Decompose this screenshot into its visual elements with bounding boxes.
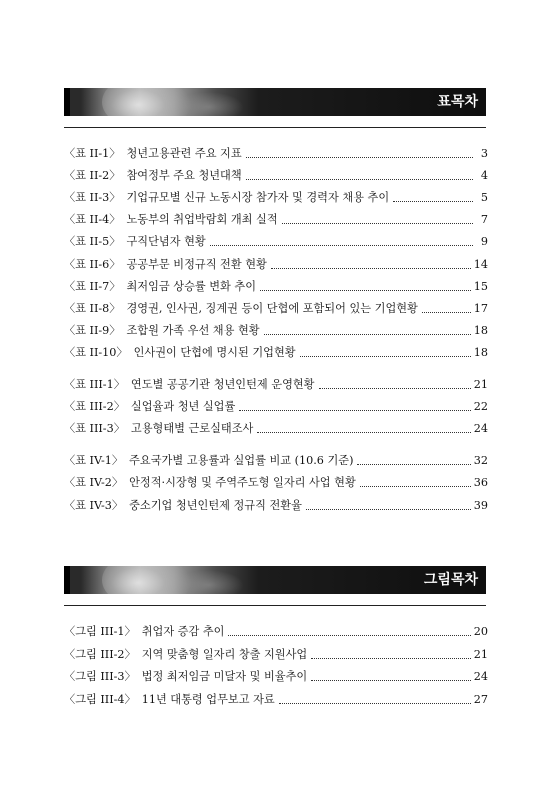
entry-title: 참여정부 주요 청년대책 xyxy=(126,169,242,183)
entry-title: 조합원 가족 우선 채용 현황 xyxy=(126,323,260,337)
entry-page-number: 3 xyxy=(480,147,488,160)
entry-label: 〈표 IV-1〉 xyxy=(64,454,124,468)
entry-label: 〈표 II-7〉 xyxy=(64,279,121,293)
entry-title: 고용형태별 근로실태조사 xyxy=(130,422,254,436)
dot-leader xyxy=(257,432,470,433)
dot-leader xyxy=(319,388,471,389)
entry-label: 〈표 II-5〉 xyxy=(64,235,121,249)
entry-title: 중소기업 청년인턴제 정규직 전환율 xyxy=(129,498,302,512)
toc-entry[interactable] xyxy=(64,419,488,437)
dot-leader xyxy=(311,658,471,659)
tables-heading: 표목차 xyxy=(437,94,478,110)
entry-page-number: 17 xyxy=(473,301,488,315)
entry-page-number: 27 xyxy=(473,692,488,706)
entry-title: 최저임금 상승률 변화 추이 xyxy=(126,279,257,293)
banner-notch xyxy=(64,88,70,116)
entry-title: 지역 맞춤형 일자리 창출 지원사업 xyxy=(141,647,308,661)
dot-leader xyxy=(282,223,473,224)
entry-page-number: 32 xyxy=(473,454,488,468)
entry-label: 〈표 II-2〉 xyxy=(64,169,121,183)
toc-entry[interactable] xyxy=(64,343,488,361)
entry-label: 〈그림 III-1〉 xyxy=(64,625,136,638)
entry-title: 공공부문 비정규직 전환 현황 xyxy=(126,257,267,271)
dot-leader xyxy=(239,410,470,411)
toc-entry[interactable] xyxy=(64,667,488,685)
dot-leader xyxy=(228,635,470,636)
entry-title: 주요국가별 고용률과 실업률 비교 (10.6 기준) xyxy=(129,454,354,468)
entry-page-number: 18 xyxy=(473,345,488,359)
entry-label: 〈표 III-1〉 xyxy=(64,378,125,391)
dot-leader xyxy=(260,290,471,291)
toc-entry[interactable] xyxy=(64,277,488,295)
entry-label: 〈표 II-8〉 xyxy=(64,301,121,315)
dot-leader xyxy=(306,509,471,510)
entry-title: 경영권, 인사권, 징계권 등이 단협에 포함되어 있는 기업현황 xyxy=(126,301,418,315)
dot-leader xyxy=(360,486,471,487)
toc-entry[interactable] xyxy=(64,321,488,339)
toc-entry[interactable] xyxy=(64,451,488,469)
toc-entry[interactable] xyxy=(64,473,488,491)
entry-title: 노동부의 취업박람회 개최 실적 xyxy=(126,213,278,227)
entry-title: 연도별 공공기관 청년인턴제 운영현황 xyxy=(130,378,315,391)
entry-page-number: 15 xyxy=(473,279,488,293)
toc-entry[interactable] xyxy=(64,255,488,273)
tables-rule xyxy=(64,127,486,128)
entry-title: 법정 최저임금 미달자 및 비율추이 xyxy=(141,670,308,683)
entry-page-number: 14 xyxy=(473,257,488,271)
figures-banner xyxy=(64,566,486,594)
dot-leader xyxy=(210,245,473,246)
entry-page-number: 24 xyxy=(473,422,488,436)
toc-entry[interactable] xyxy=(64,622,488,640)
entry-label: 〈표 II-9〉 xyxy=(64,323,121,337)
entry-label: 〈표 II-4〉 xyxy=(64,213,121,227)
entry-title: 구직단념자 현황 xyxy=(126,235,206,249)
entry-label: 〈그림 III-2〉 xyxy=(64,647,136,661)
banner-decoration xyxy=(174,570,244,594)
entry-label: 〈표 IV-2〉 xyxy=(64,476,124,490)
dot-leader xyxy=(271,268,471,269)
entry-label: 〈표 III-2〉 xyxy=(64,400,125,414)
entry-page-number: 4 xyxy=(480,169,488,183)
entry-label: 〈표 II-10〉 xyxy=(64,345,128,359)
entry-label: 〈표 II-6〉 xyxy=(64,257,121,271)
entry-label: 〈표 IV-3〉 xyxy=(64,498,124,512)
entry-title: 기업규모별 신규 노동시장 참가자 및 경력자 채용 추이 xyxy=(126,191,390,205)
entry-page-number: 21 xyxy=(473,647,488,661)
entry-page-number: 5 xyxy=(480,191,488,205)
figures-heading: 그림목차 xyxy=(423,572,478,588)
toc-entry[interactable] xyxy=(64,496,488,514)
entry-page-number: 22 xyxy=(473,400,488,414)
entry-title: 실업율과 청년 실업률 xyxy=(130,400,236,414)
figures-rule xyxy=(64,605,486,606)
entry-label: 〈표 II-3〉 xyxy=(64,191,121,205)
entry-page-number: 18 xyxy=(473,323,488,337)
toc-entry[interactable] xyxy=(64,645,488,663)
dot-leader xyxy=(246,157,473,158)
entry-page-number: 36 xyxy=(473,476,488,490)
entry-title: 취업자 증감 추이 xyxy=(141,625,225,638)
entry-page-number: 21 xyxy=(473,378,488,391)
toc-entry[interactable] xyxy=(64,144,488,162)
toc-entry[interactable] xyxy=(64,210,488,228)
entry-page-number: 24 xyxy=(473,670,488,683)
entry-label: 〈표 II-1〉 xyxy=(64,147,121,160)
entry-title: 청년고용관련 주요 지표 xyxy=(126,147,242,160)
toc-entry[interactable] xyxy=(64,166,488,184)
dot-leader xyxy=(300,356,471,357)
entry-page-number: 9 xyxy=(480,235,488,249)
entry-title: 11년 대통령 업무보고 자료 xyxy=(141,692,275,706)
entry-title: 안정적·시장형 및 주역주도형 일자리 사업 현황 xyxy=(129,476,356,490)
toc-entry[interactable] xyxy=(64,690,488,708)
entry-label: 〈표 III-3〉 xyxy=(64,422,125,436)
entry-page-number: 7 xyxy=(480,213,488,227)
dot-leader xyxy=(422,312,471,313)
toc-entry[interactable] xyxy=(64,232,488,250)
entry-page-number: 39 xyxy=(473,498,488,512)
dot-leader xyxy=(264,334,471,335)
tables-banner xyxy=(64,88,486,116)
dot-leader xyxy=(246,179,473,180)
dot-leader xyxy=(357,464,470,465)
entry-page-number: 20 xyxy=(473,625,488,638)
entry-title: 인사권이 단협에 명시된 기업현황 xyxy=(133,345,296,359)
toc-entry[interactable] xyxy=(64,188,488,206)
entry-label: 〈그림 III-4〉 xyxy=(64,692,136,706)
toc-entry[interactable] xyxy=(64,397,488,415)
entry-label: 〈그림 III-3〉 xyxy=(64,670,136,683)
banner-notch xyxy=(64,566,70,594)
dot-leader xyxy=(311,680,471,681)
toc-entry[interactable] xyxy=(64,375,488,393)
dot-leader xyxy=(279,703,471,704)
dot-leader xyxy=(393,201,473,202)
toc-entry[interactable] xyxy=(64,299,488,317)
banner-decoration xyxy=(174,92,244,116)
